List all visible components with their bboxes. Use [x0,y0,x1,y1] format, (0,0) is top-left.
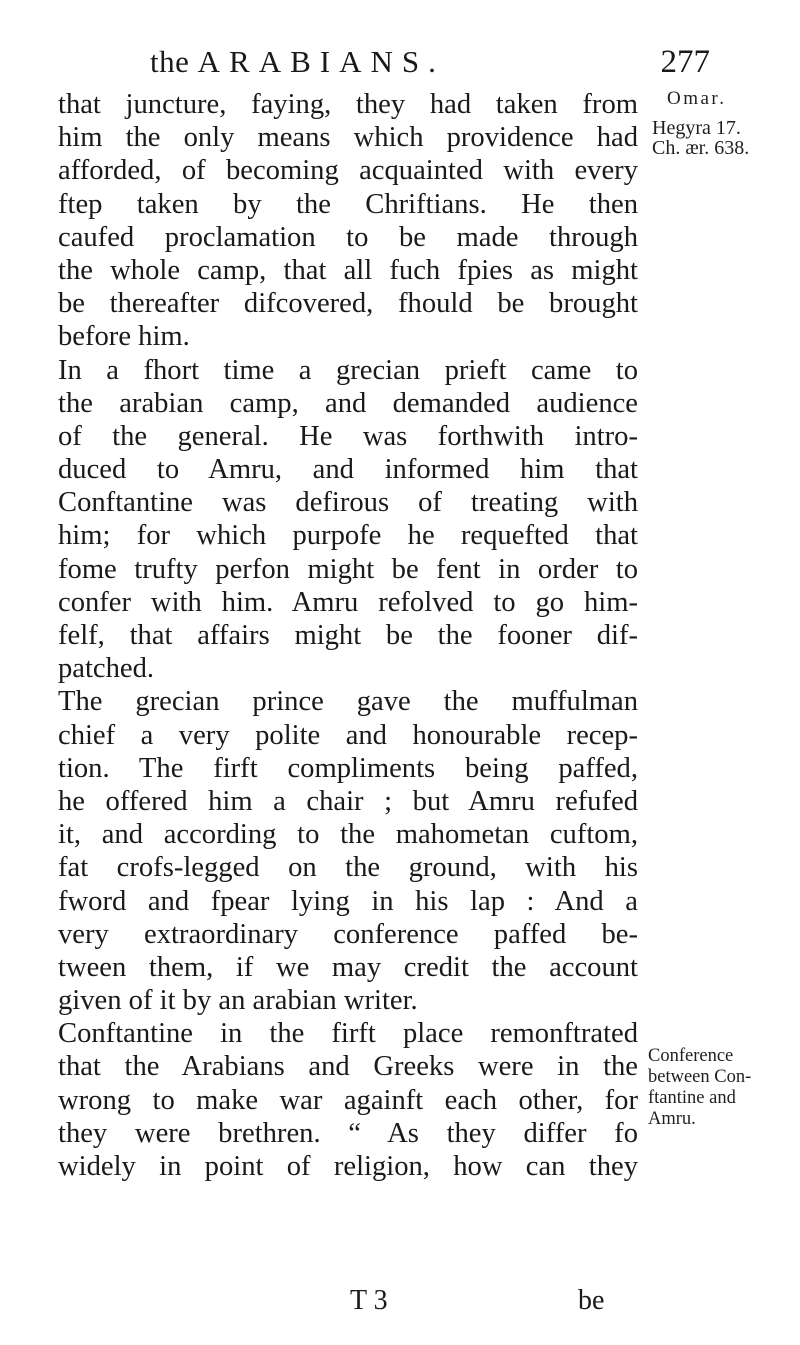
text-line: The grecian prince gave the muffulman [58,686,638,718]
running-head-caps: ARABIANS. [197,44,445,79]
text-line: In a fhort time a grecian prieft came to [58,354,638,386]
text-line: tween them, if we may credit the account [58,951,638,983]
margin-note-conference [648,1046,751,1130]
body-text [58,88,638,1183]
text-line: tion. The firft compliments being paffed, [58,752,638,784]
catchword: be [578,1285,605,1316]
signature-mark: T 3 [350,1285,388,1316]
margin-note-conference-line: Conference [648,1046,734,1066]
text-line: confer with him. Amru refolved to go him- [58,586,638,618]
text-line: of the general. He was forthwith intro- [58,420,638,452]
text-line: it, and according to the mahometan cuftom, [58,819,638,851]
text-line: him; for which purpofe he requefted that [58,520,638,552]
text-line: ftep taken by the Chriftians. He then [58,188,638,220]
text-line: fword and fpear lying in his lap : And a [58,885,638,917]
text-line: widely in point of religion, how can they [58,1151,638,1182]
text-line: fat crofs-legged on the ground, with his [58,852,638,884]
margin-note-conference-line: ftantine and [648,1088,736,1108]
text-line: he offered him a chair ; but Amru refufed [58,785,638,817]
text-line: be thereafter difcovered, fhould be brought [58,288,638,320]
margin-note-conference-line: between Con- [648,1067,752,1087]
running-head [150,44,710,88]
running-head-title [150,44,445,80]
text-line: Conftantine was defirous of treating with [58,487,638,519]
text-line: duced to Amru, and informed him that [58,454,638,486]
text-line: patched. [58,653,155,685]
margin-note-conference-line: Amru. [648,1109,696,1129]
text-line: chief a very polite and honourable recep- [58,719,638,751]
margin-note-omar: Omar. [667,88,727,109]
text-line: they were brethren. “ As they differ fo [58,1117,638,1149]
text-line: wrong to make war againft each other, for [58,1084,638,1116]
text-line: that juncture, faying, they had taken from [58,89,638,120]
text-line: given of it by an arabian writer. [58,985,418,1017]
text-line: that the Arabians and Greeks were in the [58,1051,638,1083]
text-line: Conftantine in the firft place remonftrated [58,1018,638,1050]
page-number: 277 [660,44,710,80]
text-line: caufed proclamation to be made through [58,221,638,253]
text-line: before him. [58,321,190,353]
page-footer [0,1285,800,1325]
margin-note-hegyra: Hegyra 17. [652,117,741,139]
text-line: the arabian camp, and demanded audience [58,387,638,419]
text-line: the whole camp, that all fuch fpies as might [58,254,638,286]
text-line: very extraordinary conference paffed be- [58,918,638,950]
running-head-prefix: the [150,44,198,79]
text-line: afforded, of becoming acquainted with every [58,155,638,187]
text-line: felf, that affairs might be the fooner dif- [58,620,638,651]
margin-note-christian-era: Ch. ær. 638. [652,137,750,159]
text-line: him the only means which providence had [58,122,638,154]
margin-note-date [652,118,749,158]
text-line: fome trufty perfon might be fent in order to [58,553,638,585]
